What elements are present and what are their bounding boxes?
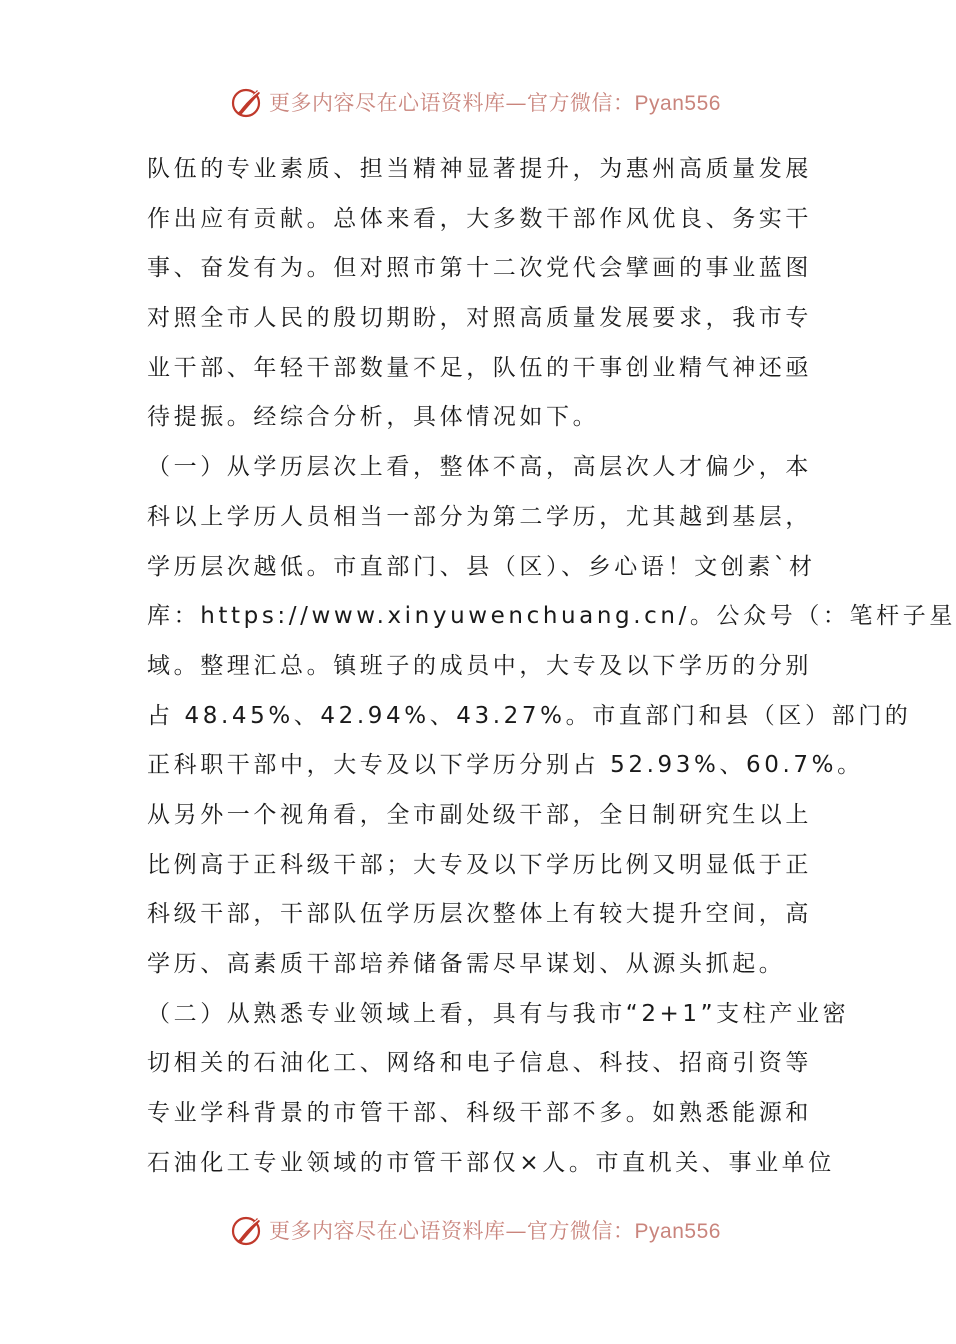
- text-line: 学历、高素质干部培养储备需尽早谋划、从源头抓起。: [147, 951, 786, 977]
- text-line: （二）从熟悉专业领域上看，具有与我市“2+1”支柱产业密: [147, 1000, 850, 1027]
- text-line: 切相关的石油化工、网络和电子信息、科技、招商引资等: [147, 1050, 812, 1077]
- text-line: 科级干部，干部队伍学历层次整体上有较大提升空间，高: [147, 901, 812, 928]
- text-line: 石油化工专业领域的市管干部仅×人。市直机关、事业单位: [147, 1149, 835, 1176]
- footer-banner-text: 更多内容尽在心语资料库—官方微信：Pyan556: [269, 1219, 721, 1243]
- text-line: 对照全市人民的殷切期盼，对照高质量发展要求，我市专: [147, 305, 812, 332]
- text-line: 比例高于正科级干部；大专及以下学历比例又明显低于正: [147, 851, 812, 878]
- header-banner: [0, 80, 950, 124]
- text-line: 正科职干部中，大专及以下学历分别占 52.93%、60.7%。: [147, 752, 864, 779]
- text-line: 占 48.45%、42.94%、43.27%。市直部门和县（区）部门的: [147, 702, 912, 729]
- quill-logo-icon: [229, 1212, 265, 1248]
- text-line: 专业学科背景的市管干部、科级干部不多。如熟悉能源和: [147, 1100, 812, 1127]
- text-line: 科以上学历人员相当一部分为第二学历，尤其越到基层，: [147, 503, 812, 530]
- text-line: 作出应有贡献。总体来看，大多数干部作风优良、务实干: [147, 205, 812, 232]
- header-banner-text: 更多内容尽在心语资料库—官方微信：Pyan556: [269, 91, 721, 115]
- text-line: 域。整理汇总。镇班子的成员中，大专及以下学历的分别: [147, 652, 812, 679]
- text-line: 库：https://www.xinyuwenchuang.cn/。公众号（：笔杆子星: [147, 603, 956, 630]
- text-line: 队伍的专业素质、担当精神显著提升，为惠州高质量发展: [147, 156, 812, 182]
- footer-banner: [0, 1208, 950, 1252]
- quill-logo-icon: [229, 84, 265, 120]
- text-line: 学历层次越低。市直部门、县（区）、乡心语！文创素`材: [147, 553, 816, 580]
- text-line: 从另外一个视角看，全市副处级干部，全日制研究生以上: [147, 801, 812, 828]
- document-body: [147, 145, 956, 1188]
- text-line: 事、奋发有为。但对照市第十二次党代会擘画的事业蓝图: [147, 255, 812, 282]
- text-line: 业干部、年轻干部数量不足，队伍的干事创业精气神还亟: [147, 354, 812, 381]
- text-line: 待提振。经综合分析，具体情况如下。: [147, 404, 600, 431]
- text-line: （一）从学历层次上看，整体不高，高层次人才偏少，本: [147, 454, 812, 481]
